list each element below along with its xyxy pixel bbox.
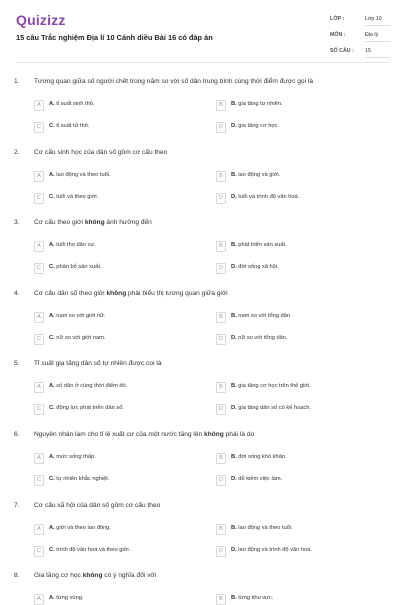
option-letter-box: D [216,334,226,345]
option-letter-box: D [216,122,226,133]
question-text: Nguyên nhân làm cho tỉ lệ xuất cư của một nước tăng lên không phải là do [34,431,255,438]
option-text: B. phát triển sản xuất. [231,242,287,249]
meta-value: Lớp 10 [365,16,382,22]
option-d[interactable] [216,122,376,133]
option-b[interactable] [216,524,376,535]
option-b[interactable] [216,171,376,182]
question-text: Cơ cấu sinh học của dân số gồm cơ cấu theo [34,148,168,156]
option-c[interactable] [34,263,194,274]
option-letter-box: C [34,475,44,486]
question-number: 5. [14,360,20,368]
option-letter-box: C [34,193,44,204]
question-number: 8. [14,572,20,580]
question-text: Cơ cấu theo giới không ảnh hưởng đến [34,219,152,227]
worksheet-header [0,0,400,70]
option-letter-box: D [216,546,226,557]
quizizz-logo: Quizizz [16,12,66,28]
meta-label: LỚP : [330,16,345,22]
option-c[interactable] [34,334,194,345]
option-d[interactable] [216,475,376,486]
option-text: A. từng vùng. [49,595,84,602]
option-text: C. phân bố sản xuất. [49,264,102,271]
option-d[interactable] [216,546,376,557]
option-text: D. tuổi và trình độ văn hoá. [231,193,300,200]
meta-value: Địa lý [365,32,379,38]
option-text: D. lao động và trình độ văn hoá. [231,546,312,553]
option-d[interactable] [216,263,376,274]
option-text: D. nữ so với tổng dân. [231,334,288,341]
question-number: 2. [14,148,20,156]
option-letter-box: B [216,382,226,393]
option-d[interactable] [216,334,376,345]
option-a[interactable] [34,382,194,393]
option-text: C. động lực phát triển dân số. [49,405,124,412]
option-text: A. giới và theo lao động. [49,524,111,531]
question-text: Tương quan giữa số người chết trong năm so với số dân trung bình cùng thời điểm được gọi là [34,78,313,85]
meta-label: SỐ CÂU : [330,48,354,54]
question-text: Tỉ suất gia tăng dân số tự nhiên được coi là [34,360,162,368]
option-letter-box: B [216,171,226,182]
option-c[interactable] [34,122,194,133]
option-text: C. tuổi và theo giới. [49,193,99,200]
option-letter-box: C [34,122,44,133]
option-text: B. nam so với tổng dân. [231,312,292,319]
option-letter-box: B [216,241,226,252]
header-divider [16,62,390,63]
question-number: 3. [14,219,20,227]
option-letter-box: B [216,453,226,464]
option-text: B. đời sống khó khăn. [231,454,287,460]
option-text: C. tỉ suất tử thô. [49,123,90,129]
option-a[interactable] [34,453,194,464]
option-text: C. trình độ văn hoá và theo giới. [49,546,131,553]
option-text: B. gia tăng cơ học trên thế giới. [231,383,311,390]
meta-label: MÔN : [330,32,346,38]
option-letter-box: A [34,382,44,393]
option-c[interactable] [34,193,194,204]
quiz-title: 15 câu Trắc nghiệm Địa lí 10 Cánh diều Bài 16 có đáp án [16,33,213,42]
option-letter-box: C [34,263,44,274]
question-number: 6. [14,431,20,438]
option-text: A. mức sống thấp. [49,454,96,460]
option-letter-box: D [216,263,226,274]
option-b[interactable] [216,100,376,111]
option-letter-box: A [34,171,44,182]
option-text: D. gia tăng cơ học. [231,123,280,129]
option-letter-box: A [34,312,44,323]
option-text: A. lao động và theo tuổi. [49,171,111,178]
option-b[interactable] [216,312,376,323]
option-text: A. tuổi thọ dân cư. [49,242,96,249]
option-text: D. đời sống xã hội. [231,264,279,271]
option-b[interactable] [216,453,376,464]
option-b[interactable] [216,241,376,252]
option-letter-box: B [216,312,226,323]
option-d[interactable] [216,404,376,415]
question-text: Cơ cấu dân số theo giới không phải biểu thị tương quan giữa giới [34,289,228,297]
option-letter-box: B [216,524,226,535]
option-letter-box: A [34,100,44,111]
option-a[interactable] [34,312,194,323]
option-letter-box: C [34,404,44,415]
option-text: D. dễ kiếm việc làm. [231,476,283,482]
meta-underline [365,57,390,58]
meta-row-subject [330,32,390,48]
option-text: B. từng khu vực. [231,595,274,602]
meta-underline [365,41,390,42]
question-text: Gia tăng cơ học không có ý nghĩa đối với [34,572,157,580]
question-number: 7. [14,501,20,509]
meta-value: 15 [365,48,371,54]
option-letter-box: D [216,404,226,415]
option-text: B. gia tăng tự nhiên. [231,101,283,107]
option-letter-box: A [34,594,44,605]
option-text: B. lao động và theo tuổi. [231,524,293,531]
option-letter-box: C [34,546,44,557]
option-text: C. tự nhiên khắc nghiệt. [49,476,110,482]
option-letter-box: A [34,524,44,535]
option-c[interactable] [34,546,194,557]
option-text: B. lao động và giới. [231,171,281,178]
option-c[interactable] [34,404,194,415]
meta-info [330,16,390,64]
option-a[interactable] [34,100,194,111]
option-text: A. số dân ở cùng thời điểm đó. [49,383,128,390]
option-letter-box: A [34,241,44,252]
option-d[interactable] [216,193,376,204]
option-a[interactable] [34,241,194,252]
option-a[interactable] [34,524,194,535]
meta-underline [365,25,390,26]
question-number: 1. [14,78,20,85]
option-letter-box: C [34,334,44,345]
option-letter-box: D [216,475,226,486]
option-b[interactable] [216,382,376,393]
option-letter-box: B [216,594,226,605]
option-a[interactable] [34,171,194,182]
option-text: D. gia tăng dân số có kế hoạch. [231,405,312,412]
meta-row-grade [330,16,390,32]
option-c[interactable] [34,475,194,486]
option-text: A. tỉ suất sinh thô. [49,101,95,107]
option-letter-box: B [216,100,226,111]
question-text: Cơ cấu xã hội của dân số gồm cơ cấu theo [34,501,161,509]
option-text: C. nữ so với giới nam. [49,334,106,341]
option-text: A. nam so với giới nữ. [49,312,106,319]
option-letter-box: D [216,193,226,204]
question-number: 4. [14,289,20,297]
option-letter-box: A [34,453,44,464]
